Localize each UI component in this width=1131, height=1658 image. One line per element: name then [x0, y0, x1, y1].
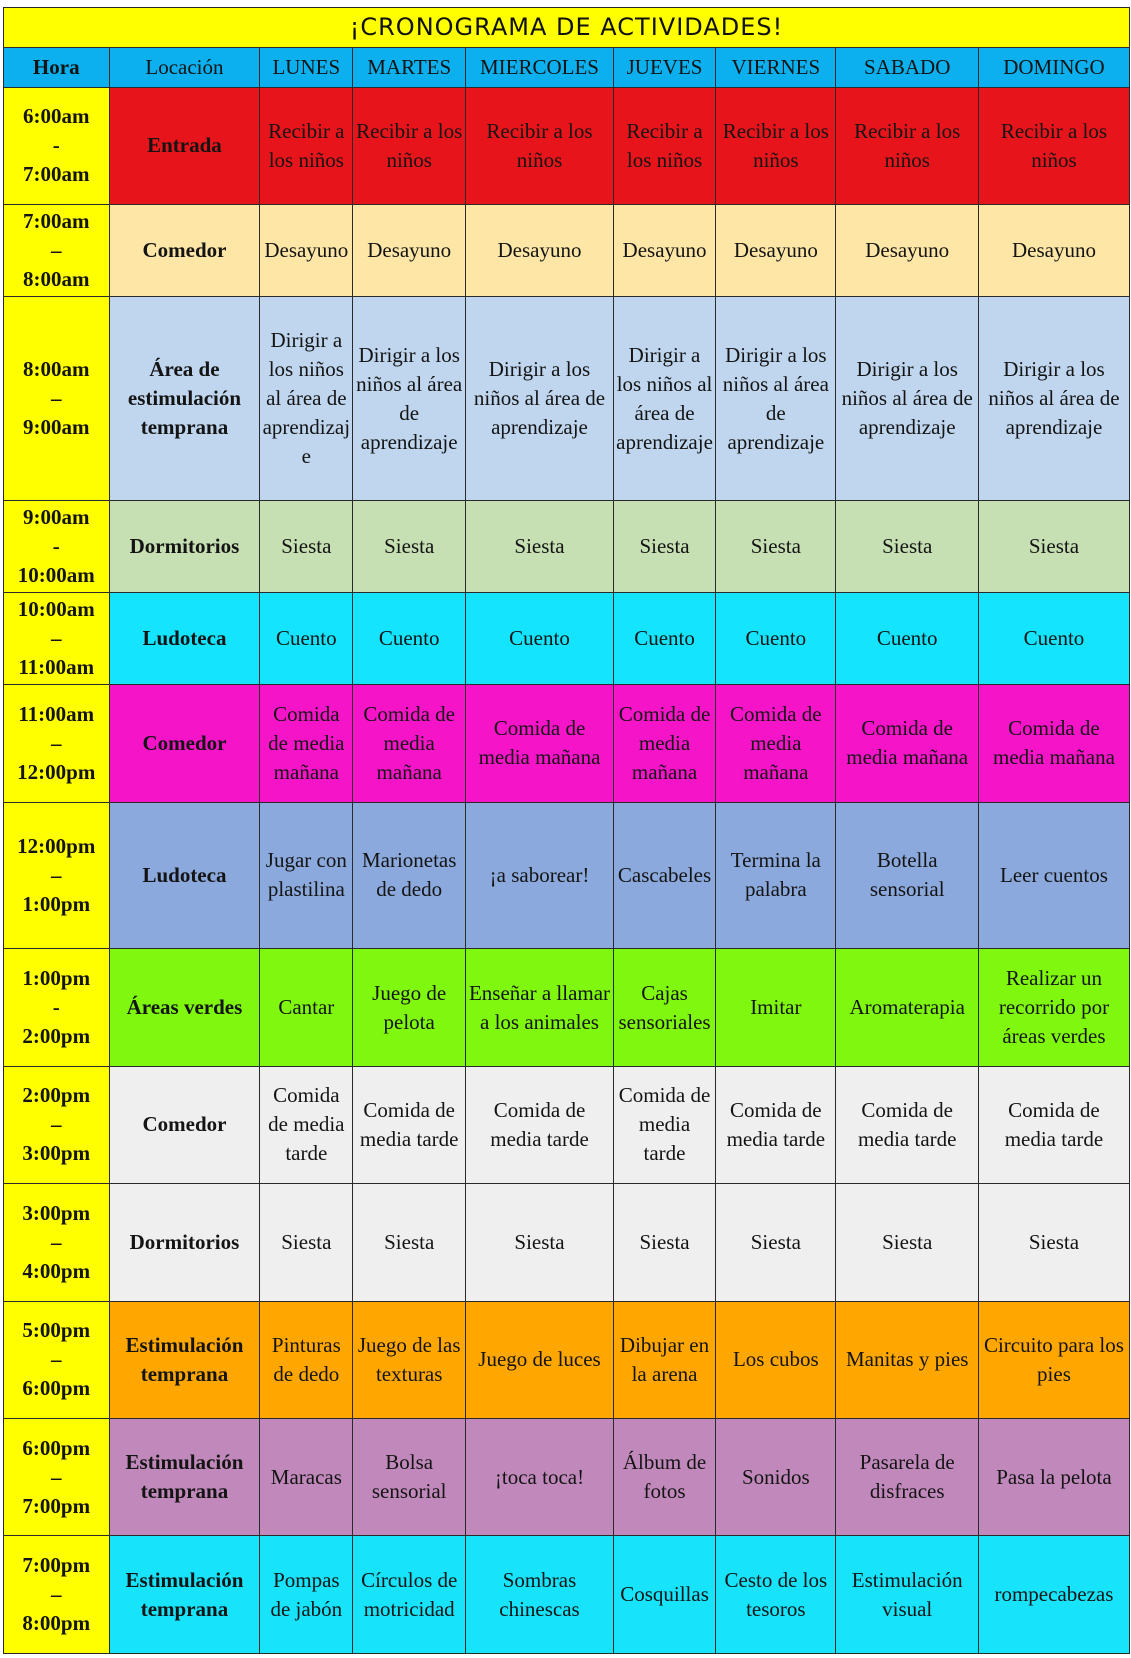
time-line: –	[51, 1347, 62, 1372]
activity-cell: Maracas	[260, 1419, 353, 1536]
activity-cell: Siesta	[466, 500, 614, 592]
time-line: 9:00am	[23, 415, 90, 439]
schedule-table	[3, 7, 1130, 1654]
location-cell: Ludoteca	[109, 802, 260, 949]
time-cell	[4, 1536, 110, 1654]
activity-cell: Recibir a los niños	[466, 87, 614, 204]
header-day-domingo: DOMINGO	[978, 47, 1129, 87]
time-line: –	[51, 238, 62, 263]
activity-cell: Marionetas de dedo	[353, 802, 466, 949]
time-cell	[4, 1184, 110, 1301]
activity-cell: Comida de media mañana	[613, 685, 715, 802]
time-line: 11:00am	[18, 701, 95, 726]
activity-cell: Enseñar a llamar a los animales	[466, 949, 614, 1066]
header-day-miercoles: MIERCOLES	[466, 47, 614, 87]
activity-cell: Desayuno	[978, 205, 1129, 297]
activity-cell: Cantar	[260, 949, 353, 1066]
schedule-row	[4, 802, 1130, 949]
time-line: -	[52, 995, 60, 1020]
activity-cell: ¡a saborear!	[466, 802, 614, 949]
activity-cell: Comida de media tarde	[978, 1066, 1129, 1183]
activity-cell: Comida de media tarde	[466, 1066, 614, 1183]
time-line: –	[51, 862, 62, 887]
time-line: 8:00am	[23, 267, 90, 292]
time-line: 3:00pm	[22, 1200, 91, 1225]
location-cell: Área de estimulación temprana	[109, 297, 260, 500]
time-line: 2:00pm	[22, 1024, 91, 1049]
schedule-row	[4, 500, 1130, 592]
activity-cell: Dirigir a los niños al área de aprendizaje	[836, 297, 978, 500]
schedule-row	[4, 297, 1130, 500]
header-locacion: Locación	[109, 47, 260, 87]
activity-cell: Siesta	[260, 500, 353, 592]
activity-cell: Cuento	[716, 592, 836, 684]
activity-cell: Desayuno	[353, 205, 466, 297]
activity-cell: Desayuno	[260, 205, 353, 297]
activity-cell: Cajas sensoriales	[613, 949, 715, 1066]
time-cell	[4, 297, 110, 500]
time-line: –	[51, 626, 62, 651]
location-cell: Comedor	[109, 1066, 260, 1183]
activity-cell: Pasa la pelota	[978, 1419, 1129, 1536]
activity-cell: Comida de media mañana	[716, 685, 836, 802]
time-line: 11:00am	[18, 655, 95, 680]
activity-cell: Cuento	[260, 592, 353, 684]
time-line: 5:00pm	[22, 1318, 91, 1343]
header-day-jueves: JUEVES	[613, 47, 715, 87]
activity-cell: Realizar un recorrido por áreas verdes	[978, 949, 1129, 1066]
activity-cell: Siesta	[978, 1184, 1129, 1301]
activity-cell: Recibir a los niños	[613, 87, 715, 204]
activity-cell: Siesta	[353, 1184, 466, 1301]
activity-cell: Dirigir a los niños al área de aprendizaje	[978, 297, 1129, 500]
time-line: 6:00pm	[22, 1435, 91, 1460]
time-line: –	[51, 1464, 62, 1489]
activity-cell: Siesta	[613, 500, 715, 592]
activity-cell: Desayuno	[613, 205, 715, 297]
activity-cell: Jugar con plastilina	[260, 802, 353, 949]
activity-cell: Cascabeles	[613, 802, 715, 949]
activity-cell: Imitar	[716, 949, 836, 1066]
activity-cell: Siesta	[836, 1184, 978, 1301]
activity-cell: Dibujar en la arena	[613, 1301, 715, 1418]
activity-cell: Comida de media tarde	[353, 1066, 466, 1183]
time-line: 10:00am	[17, 597, 95, 622]
schedule-row	[4, 1419, 1130, 1536]
activity-cell: Siesta	[978, 500, 1129, 592]
header-hora: Hora	[4, 47, 110, 87]
activity-cell: Recibir a los niños	[353, 87, 466, 204]
time-cell	[4, 1066, 110, 1183]
location-cell: Estimulación temprana	[109, 1419, 260, 1536]
time-line: -	[52, 533, 60, 558]
activity-cell: Dirigir a los niños al área de aprendizaje	[716, 297, 836, 500]
activity-cell: Comida de media mañana	[353, 685, 466, 802]
activity-cell: Cuento	[978, 592, 1129, 684]
activity-cell: Comida de media mañana	[978, 685, 1129, 802]
activity-cell: Los cubos	[716, 1301, 836, 1418]
activity-cell: Comida de media tarde	[716, 1066, 836, 1183]
activity-cell: Estimulación visual	[836, 1536, 978, 1654]
time-line: 1:00pm	[22, 891, 91, 916]
schedule-row	[4, 205, 1130, 297]
time-line: 7:00pm	[22, 1493, 91, 1518]
time-line: 4:00pm	[22, 1258, 91, 1283]
time-line: 12:00pm	[17, 759, 96, 784]
activity-cell: Comida de media tarde	[260, 1066, 353, 1183]
time-cell	[4, 500, 110, 592]
activity-cell: Dirigir a los niños al área de aprendizaje	[353, 297, 466, 500]
activity-cell: Recibir a los niños	[260, 87, 353, 204]
activity-cell: Pasarela de disfraces	[836, 1419, 978, 1536]
time-line: 6:00am	[23, 104, 90, 129]
header-day-sabado: SABADO	[836, 47, 978, 87]
activity-cell: Desayuno	[466, 205, 614, 297]
time-line: 7:00am	[23, 162, 90, 187]
time-line: –	[51, 386, 62, 410]
time-line: –	[51, 730, 62, 755]
location-cell: Estimulación temprana	[109, 1536, 260, 1654]
activity-cell: Siesta	[613, 1184, 715, 1301]
activity-cell: Cuento	[613, 592, 715, 684]
activity-cell: Comida de media mañana	[466, 685, 614, 802]
header-day-lunes: LUNES	[260, 47, 353, 87]
activity-cell: Comida de media mañana	[260, 685, 353, 802]
activity-cell: Pompas de jabón	[260, 1536, 353, 1654]
activity-cell: Cosquillas	[613, 1536, 715, 1654]
activity-cell: Sonidos	[716, 1419, 836, 1536]
activity-cell: Juego de las texturas	[353, 1301, 466, 1418]
header-row	[4, 47, 1130, 87]
activity-cell: Siesta	[716, 1184, 836, 1301]
header-day-viernes: VIERNES	[716, 47, 836, 87]
time-line: 9:00am	[23, 504, 90, 529]
schedule-row	[4, 1066, 1130, 1183]
activity-cell: Juego de pelota	[353, 949, 466, 1066]
time-line: 1:00pm	[22, 966, 91, 991]
time-line: –	[51, 1112, 62, 1137]
activity-cell: Siesta	[353, 500, 466, 592]
time-line: 3:00pm	[22, 1141, 91, 1166]
schedule-row	[4, 1536, 1130, 1654]
activity-cell: Leer cuentos	[978, 802, 1129, 949]
activity-cell: Siesta	[466, 1184, 614, 1301]
activity-cell: Siesta	[716, 500, 836, 592]
activity-cell: Dirigir a los niños al área de aprendizaje	[260, 297, 353, 500]
time-cell	[4, 87, 110, 204]
time-line: 8:00am	[23, 357, 90, 381]
activity-cell: Desayuno	[836, 205, 978, 297]
activity-cell: Cuento	[353, 592, 466, 684]
activity-cell: Circuito para los pies	[978, 1301, 1129, 1418]
activity-cell: Comida de media tarde	[613, 1066, 715, 1183]
schedule-row	[4, 1184, 1130, 1301]
time-line: –	[51, 1229, 62, 1254]
time-cell	[4, 949, 110, 1066]
schedule-row	[4, 949, 1130, 1066]
time-line: 6:00pm	[22, 1376, 91, 1401]
activity-cell: Botella sensorial	[836, 802, 978, 949]
time-line: 7:00am	[23, 209, 90, 234]
schedule-row	[4, 685, 1130, 802]
time-cell	[4, 1419, 110, 1536]
activity-cell: Termina la palabra	[716, 802, 836, 949]
activity-cell: Aromaterapia	[836, 949, 978, 1066]
time-line: -	[52, 133, 60, 158]
time-line: 7:00pm	[22, 1553, 91, 1578]
time-cell	[4, 802, 110, 949]
location-cell: Dormitorios	[109, 1184, 260, 1301]
time-cell	[4, 205, 110, 297]
activity-cell: Recibir a los niños	[978, 87, 1129, 204]
location-cell: Estimulación temprana	[109, 1301, 260, 1418]
location-cell: Dormitorios	[109, 500, 260, 592]
activity-cell: Círculos de motricidad	[353, 1536, 466, 1654]
activity-cell: Dirigir a los niños al área de aprendizaje	[613, 297, 715, 500]
activity-cell: Álbum de fotos	[613, 1419, 715, 1536]
activity-cell: Desayuno	[716, 205, 836, 297]
time-line: 12:00pm	[17, 833, 96, 858]
activity-cell: Siesta	[260, 1184, 353, 1301]
activity-cell: Recibir a los niños	[836, 87, 978, 204]
activity-cell: Cuento	[836, 592, 978, 684]
header-day-martes: MARTES	[353, 47, 466, 87]
activity-cell: Comida de media mañana	[836, 685, 978, 802]
time-cell	[4, 685, 110, 802]
activity-cell: Pinturas de dedo	[260, 1301, 353, 1418]
activity-cell: Cesto de los tesoros	[716, 1536, 836, 1654]
location-cell: Ludoteca	[109, 592, 260, 684]
activity-cell: rompecabezas	[978, 1536, 1129, 1654]
schedule-row	[4, 87, 1130, 204]
activity-cell: Manitas y pies	[836, 1301, 978, 1418]
activity-cell: Cuento	[466, 592, 614, 684]
activity-cell: Dirigir a los niños al área de aprendizaje	[466, 297, 614, 500]
schedule-row	[4, 592, 1130, 684]
time-cell	[4, 592, 110, 684]
activity-cell: Recibir a los niños	[716, 87, 836, 204]
activity-cell: Sombras chinescas	[466, 1536, 614, 1654]
location-cell: Comedor	[109, 685, 260, 802]
activity-cell: Juego de luces	[466, 1301, 614, 1418]
location-cell: Áreas verdes	[109, 949, 260, 1066]
title-row	[4, 8, 1130, 48]
activity-cell: Siesta	[836, 500, 978, 592]
time-line: 10:00am	[17, 562, 95, 587]
schedule-title: ¡CRONOGRAMA DE ACTIVIDADES!	[4, 8, 1130, 48]
activity-cell: Bolsa sensorial	[353, 1419, 466, 1536]
activity-cell: ¡toca toca!	[466, 1419, 614, 1536]
schedule-row	[4, 1301, 1130, 1418]
location-cell: Comedor	[109, 205, 260, 297]
time-line: –	[51, 1582, 62, 1607]
location-cell: Entrada	[109, 87, 260, 204]
time-line: 2:00pm	[22, 1083, 91, 1108]
time-line: 8:00pm	[22, 1611, 91, 1636]
time-cell	[4, 1301, 110, 1418]
activity-cell: Comida de media tarde	[836, 1066, 978, 1183]
